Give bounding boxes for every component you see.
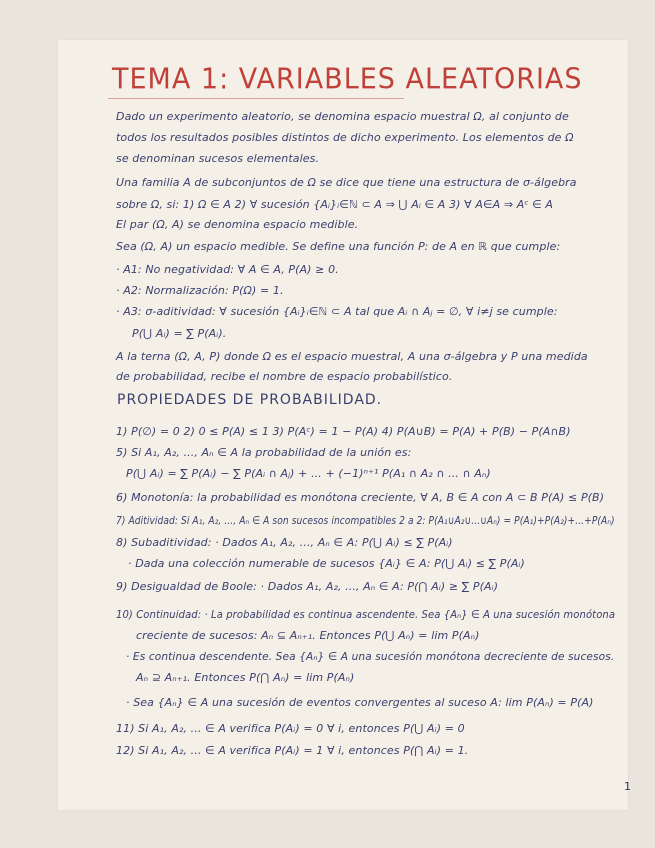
note-line: Dado un experimento aleatorio, se denomina espacio muestral Ω, al conjunto de	[116, 110, 569, 123]
note-line: 5) Si A₁, A₂, ..., Aₙ ∈ A la probabilidad de la unión es:	[116, 446, 412, 459]
note-line: P(⋃ Aᵢ) = ∑ P(Aᵢ) − ∑ P(Aᵢ ∩ Aⱼ) + ... + (−1)ⁿ⁺¹ P(A₁ ∩ A₂ ∩ ... ∩ Aₙ)	[126, 467, 491, 480]
note-line: Una familia A de subconjuntos de Ω se dice que tiene una estructura de σ-álgebra	[116, 176, 577, 189]
note-line: 6) Monotonía: la probabilidad es monótona creciente, ∀ A, B ∈ A con A ⊂ B P(A) ≤ P(B)	[116, 491, 605, 504]
note-line: 9) Desigualdad de Boole: · Dados A₁, A₂, ..., Aₙ ∈ A: P(⋂ Aᵢ) ≥ ∑ P(Aᵢ)	[116, 580, 499, 593]
page-number: 1	[624, 780, 631, 793]
note-line: se denominan sucesos elementales.	[116, 152, 320, 165]
note-line: P(⋃ Aᵢ) = ∑ P(Aᵢ).	[132, 327, 227, 340]
title-underline	[108, 98, 404, 99]
note-line: 12) Si A₁, A₂, ... ∈ A verifica P(Aᵢ) = 1 ∀ i, entonces P(⋂ Aᵢ) = 1.	[116, 744, 469, 757]
note-line: 11) Si A₁, A₂, ... ∈ A verifica P(Aᵢ) = 0 ∀ i, entonces P(⋃ Aᵢ) = 0	[116, 722, 465, 735]
note-line: 1) P(∅) = 0 2) 0 ≤ P(A) ≤ 1 3) P(Aᶜ) = 1 − P(A) 4) P(A∪B) = P(A) + P(B) − P(A∩B)	[116, 425, 571, 438]
note-line: El par (Ω, A) se denomina espacio medible.	[116, 218, 359, 231]
note-line: Aₙ ⊇ Aₙ₊₁. Entonces P(⋂ Aₙ) = lim P(Aₙ)	[136, 671, 355, 684]
note-line: · Sea {Aₙ} ∈ A una sucesión de eventos convergentes al suceso A: lim P(Aₙ) = P(A)	[126, 696, 594, 709]
note-line: · Es continua descendente. Sea {Aₙ} ∈ A una sucesión monótona decreciente de sucesos.	[126, 650, 615, 663]
note-line: Sea (Ω, A) un espacio medible. Se define una función P: de A en ℝ que cumple:	[116, 240, 561, 253]
note-line: todos los resultados posibles distintos de dicho experimento. Los elementos de Ω	[116, 131, 574, 144]
note-line: sobre Ω, si: 1) Ω ∈ A 2) ∀ sucesión {Aᵢ}ᵢ∈ℕ ⊂ A ⇒ ⋃ Aᵢ ∈ A 3) ∀ A∈A ⇒ Aᶜ ∈ A	[116, 198, 554, 211]
note-line: · A1: No negatividad: ∀ A ∈ A, P(A) ≥ 0.	[116, 263, 339, 276]
note-line: 8) Subaditividad: · Dados A₁, A₂, ..., Aₙ ∈ A: P(⋃ Aᵢ) ≤ ∑ P(Aᵢ)	[116, 536, 453, 549]
note-line: creciente de sucesos: Aₙ ⊆ Aₙ₊₁. Entonces P(⋃ Aₙ) = lim P(Aₙ)	[136, 629, 480, 642]
note-line: 7) Aditividad: Si A₁, A₂, ..., Aₙ ∈ A son sucesos incompatibles 2 a 2: P(A₁∪A₂∪...∪Aₙ) = P(A₁)+P(A₂)+...+P(Aₙ)	[116, 514, 615, 527]
note-line: de probabilidad, recibe el nombre de espacio probabilístico.	[116, 370, 453, 383]
note-line: 10) Continuidad: · La probabilidad es continua ascendente. Sea {Aₙ} ∈ A una sucesión monótona	[116, 608, 616, 621]
note-line: · Dada una colección numerable de sucesos {Aᵢ} ∈ A: P(⋃ Aᵢ) ≤ ∑ P(Aᵢ)	[128, 557, 525, 570]
note-line: A la terna (Ω, A, P) donde Ω es el espacio muestral, A una σ-álgebra y P una medida	[116, 350, 588, 363]
note-line: · A2: Normalización: P(Ω) = 1.	[116, 284, 284, 297]
page-title: TEMA 1: VARIABLES ALEATORIAS	[112, 63, 583, 96]
note-line: · A3: σ-aditividad: ∀ sucesión {Aᵢ}ᵢ∈ℕ ⊂ A tal que Aᵢ ∩ Aⱼ = ∅, ∀ i≠j se cumple:	[116, 305, 558, 318]
section-title: PROPIEDADES DE PROBABILIDAD.	[117, 392, 383, 408]
